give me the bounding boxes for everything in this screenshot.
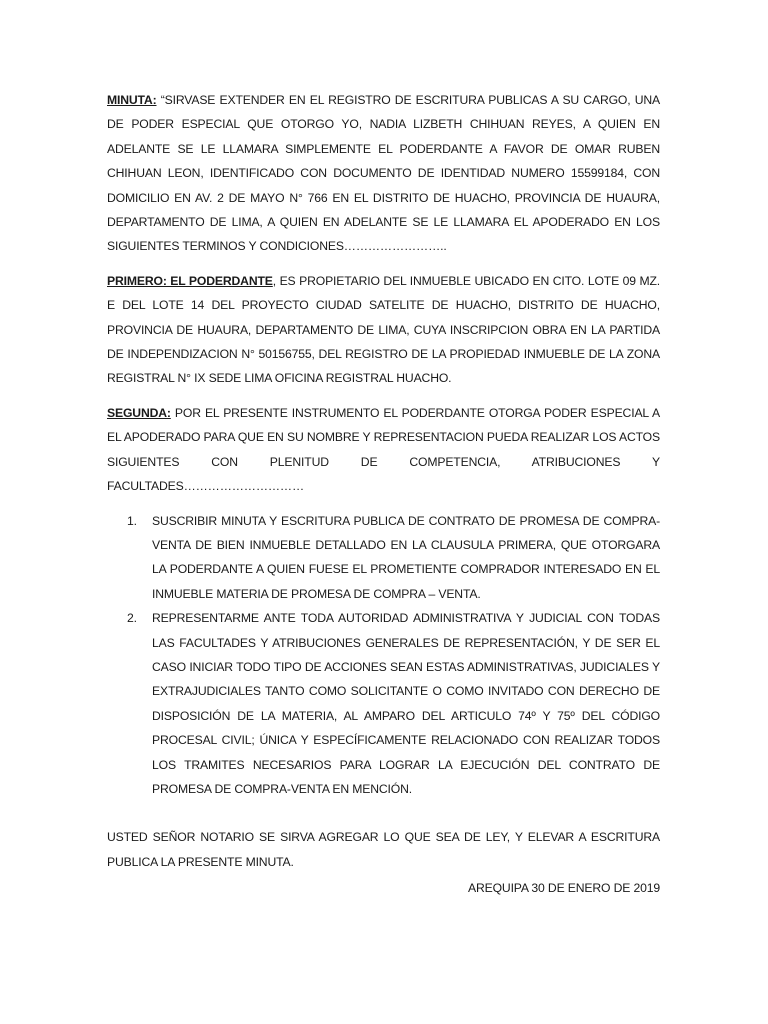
minuta-heading: MINUTA: — [107, 93, 157, 107]
primero-text: , ES PROPIETARIO DEL INMUEBLE UBICADO EN CITO. LOTE 09 MZ. E DEL LOTE 14 DEL PROYECTO CIUDAD SATELITE DE HUACHO, DISTRITO DE HUACHO, PROVINCIA DE HUAURA, DEPARTAMENTO DE LIMA, CUYA INSCRIPCION OBRA EN LA PARTIDA DE INDEPENDIZACION N° 50156755, DEL REGISTRO DE LA PROPIEDAD INMUEBLE DE LA ZONA REGISTRAL N° IX SEDE LIMA OFICINA REGISTRAL HUACHO. — [107, 273, 660, 386]
segunda-text: POR EL PRESENTE INSTRUMENTO EL PODERDANTE OTORGA PODER ESPECIAL A EL APODERADO PARA QUE EN SU NOMBRE Y REPRESENTACION PUEDA REALIZAR LOS ACTOS SIGUIENTES CON PLENITUD DE COMPETENCIA, ATRIBUCIONES Y FACULTADES………………………… — [107, 405, 660, 494]
list-item-text: SUSCRIBIR MINUTA Y ESCRITURA PUBLICA DE CONTRATO DE PROMESA DE COMPRA-VENTA DE BIEN INMUEBLE DETALLADO EN LA CLAUSULA PRIMERA, QUE OTORGARA LA PODERDANTE A QUIEN FUESE EL PROMETIENTE COMPRADOR INTERESADO EN EL INMUEBLE MATERIA DE PROMESA DE COMPRA – VENTA. — [152, 513, 660, 601]
powers-list — [107, 509, 660, 802]
primero-paragraph — [107, 269, 660, 391]
document-page — [107, 88, 660, 901]
document-date: AREQUIPA 30 DE ENERO DE 2019 — [467, 881, 660, 896]
closing-paragraph: USTED SEÑOR NOTARIO SE SIRVA AGREGAR LO QUE SEA DE LEY, Y ELEVAR A ESCRITURA PUBLICA LA PRESENTE MINUTA. — [107, 830, 660, 869]
list-item — [107, 509, 660, 607]
primero-heading: PRIMERO: EL PODERDANTE — [107, 273, 273, 288]
minuta-text: “SIRVASE EXTENDER EN EL REGISTRO DE ESCRITURA PUBLICAS A SU CARGO, UNA DE PODER ESPECIAL QUE OTORGO YO, NADIA LIZBETH CHIHUAN REYES, A QUIEN EN ADELANTE SE LE LLAMARA SIMPLEMENTE EL PODERDANTE A FAVOR DE OMAR RUBEN CHIHUAN LEON, IDENTIFICADO CON DOCUMENTO DE IDENTIDAD NUMERO 15599184, CON DOMICILIO EN AV. 2 DE MAYO N° 766 EN EL DISTRITO DE HUACHO, PROVINCIA DE HUAURA, DEPARTAMENTO DE LIMA, A QUIEN EN ADELANTE SE LE LLAMARA EL APODERADO EN LOS SIGUIENTES TERMINOS Y CONDICIONES…………………….. — [107, 93, 660, 254]
list-item-number: 1. — [127, 513, 137, 528]
list-item — [107, 606, 660, 801]
segunda-paragraph — [107, 401, 660, 499]
minuta-paragraph — [107, 88, 660, 259]
list-item-text: REPRESENTARME ANTE TODA AUTORIDAD ADMINISTRATIVA Y JUDICIAL CON TODAS LAS FACULTADES Y ATRIBUCIONES GENERALES DE REPRESENTACIÓN, Y DE SER EL CASO INICIAR TODO TIPO DE ACCIONES SEAN ESTAS ADMINISTRATIVAS, JUDICIALES Y EXTRAJUDICIALES TANTO COMO SOLICITANTE O COMO INVITADO CON DERECHO DE DISPOSICIÓN DE LA MATERIA, AL AMPARO DEL ARTICULO 74º Y 75º DEL CÓDIGO PROCESAL CIVIL; ÚNICA Y ESPECÍFICAMENTE RELACIONADO CON REALIZAR TODOS LOS TRAMITES NECESARIOS PARA LOGRAR LA EJECUCIÓN DEL CONTRATO DE PROMESA DE COMPRA-VENTA EN MENCIÓN. — [152, 611, 660, 796]
list-item-number: 2. — [127, 611, 137, 626]
segunda-heading: SEGUNDA: — [107, 405, 171, 420]
